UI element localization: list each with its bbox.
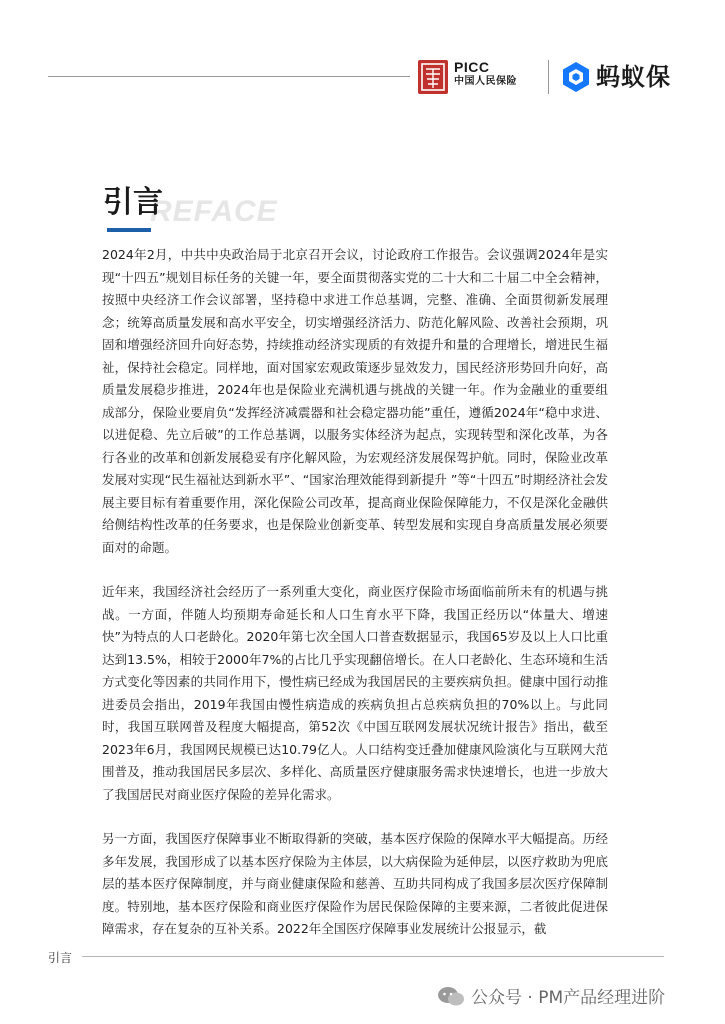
- section-title: 引言: [103, 185, 163, 220]
- body-text: [102, 244, 608, 963]
- antbao-logo-icon: [561, 61, 591, 93]
- watermark-text: 公众号 · PM产品经理进阶: [471, 988, 666, 1008]
- paragraph: 近年来，我国经济社会经历了一系列重大变化，商业医疗保险市场面临前所未有的机遇与挑战。一方面，伴随人均预期寿命延长和人口生育水平下降，我国正经历以“体量大、增速快”为特点的人口老龄化。2020年第七次全国人口普查数据显示，我国65岁及以上人口比重达到13.5%，相较于2000年7%的占比几乎实现翻倍增长。在人口老龄化、生态环境和生活方式变化等因素的共同作用下，慢性病已经成为我国居民的主要疾病负担。健康中国行动推进委员会指出，2019年我国由慢性病造成的疾病负担占总疾病负担的70%以上。与此同时，我国互联网普及程度大幅提高，第52次《中国互联网发展状况统计报告》指出，截至2023年6月，我国网民规模已达10.79亿人。人口结构变迁叠加健康风险演化与互联网大范围普及，推动我国居民多层次、多样化、高质量医疗健康服务需求快速增长，也进一步放大了我国居民对商业医疗保险的差异化需求。: [102, 584, 608, 802]
- wechat-icon: [436, 985, 466, 1007]
- paragraph: 2024年2月，中共中央政治局于北京召开会议，讨论政府工作报告。会议强调2024年是实现“十四五”规划目标任务的关键一年，要全面贯彻落实党的二十大和二十届二中全会精神，按照中央经济工作会议部署，坚持稳中求进工作总基调，完整、准确、全面贯彻新发展理念；统筹高质量发展和高水平安全，切实增强经济活力、防范化解风险、改善社会预期，巩固和增强经济回升向好态势，持续推动经济实现质的有效提升和量的合理增长，增进民生福祉，保持社会稳定。同样地，面对国家宏观政策逐步显效发力，国民经济形势回升向好，高质量发展稳步推进，2024年也是保险业充满机遇与挑战的关键一年。作为金融业的重要组成部分，保险业要肩负“发挥经济减震器和社会稳定器功能”重任，遵循2024年“稳中求进、以进促稳、先立后破”的工作总基调，以服务实体经济为起点，实现转型和深化改革，为各行各业的改革和创新发展稳妥有序化解风险，为宏观经济发展保驾护航。同时，保险业改革发展对实现“民生福祉达到新水平”、“国家治理效能得到新提升 ”等“十四五”时期经济社会发展主要目标有着重要作用，深化保险公司改革，提高商业保险保障能力，不仅是深化金融供给侧结构性改革的任务要求，也是保险业创新变革、转型发展和实现自身高质量发展必须要面对的命题。: [102, 247, 608, 555]
- picc-brand: [454, 60, 517, 87]
- title-underline: [107, 228, 151, 232]
- picc-seal-logo-icon: [418, 60, 448, 94]
- picc-brand-en: PICC: [454, 59, 490, 75]
- picc-brand-cn: 中国人民保险: [454, 76, 517, 87]
- antbao-brand: 蚂蚁保: [596, 63, 671, 91]
- paragraph: 另一方面，我国医疗保障事业不断取得新的突破，基本医疗保险的保障水平大幅提高。历经多年发展，我国形成了以基本医疗保险为主体层，以大病保险为延伸层，以医疗救助为兜底层的基本医疗保障制度，并与商业健康保险和慈善、互助共同构成了我国多层次医疗保障制度。特别地，基本医疗保险和商业医疗保险作为居民保险保障的主要来源，二者彼此促进保障需求，存在复杂的互补关系。2022年全国医疗保障事业发展统计公报显示，截: [102, 831, 608, 936]
- header-rule: [48, 76, 410, 77]
- footer-rule: [82, 956, 664, 957]
- section-title-en: REFACE: [150, 195, 278, 228]
- footer-section-label: 引言: [48, 951, 73, 965]
- logo-divider: [548, 60, 549, 94]
